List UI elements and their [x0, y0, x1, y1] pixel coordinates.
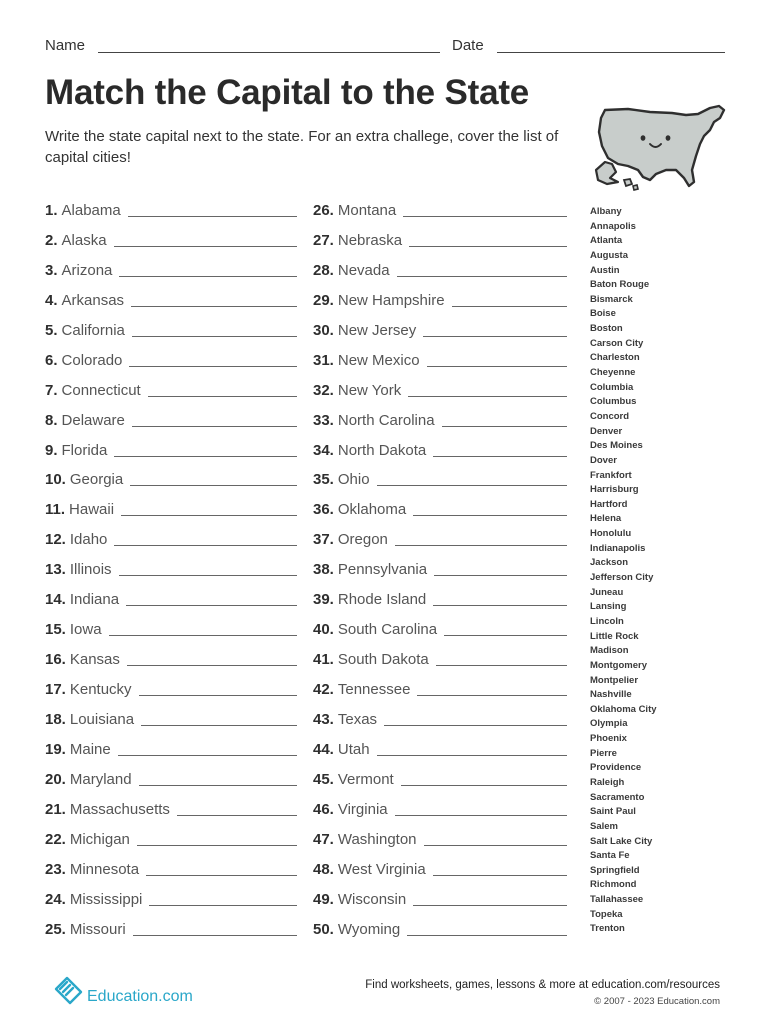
page-title: Match the Capital to the State: [45, 73, 530, 112]
state-number: 11.: [45, 501, 66, 519]
state-row: [313, 889, 567, 919]
header-row: [45, 37, 725, 57]
state-name: Louisiana: [69, 710, 135, 728]
state-number: 31.: [313, 351, 334, 369]
capital-item: Atlanta: [590, 235, 623, 247]
state-name: California: [61, 321, 125, 339]
name-field[interactable]: [98, 52, 440, 53]
state-row: [313, 499, 567, 529]
capital-item: Hartford: [590, 498, 628, 510]
capital-item: Charleston: [590, 352, 640, 364]
name-label: Name: [45, 37, 86, 54]
state-row: [45, 589, 297, 619]
answer-line[interactable]: [146, 861, 297, 876]
answer-line[interactable]: [119, 262, 297, 277]
answer-line[interactable]: [377, 471, 567, 486]
state-number: 43.: [313, 710, 334, 728]
state-row: [313, 320, 567, 350]
state-name: New Hampshire: [337, 291, 445, 309]
state-row: [313, 380, 567, 410]
state-name: Delaware: [61, 411, 125, 429]
capital-item: Saint Paul: [590, 806, 636, 818]
state-number: 27.: [313, 231, 334, 249]
state-number: 19.: [45, 740, 66, 758]
capital-item: Olympia: [590, 718, 628, 730]
instructions: Write the state capital next to the state. For an extra challege, cover the list of capital cities!: [45, 128, 559, 166]
capital-item: Jackson: [590, 557, 629, 569]
answer-line[interactable]: [131, 292, 297, 307]
capital-item: Baton Rouge: [590, 279, 650, 291]
state-name: South Dakota: [337, 651, 429, 669]
state-number: 1.: [45, 202, 58, 219]
capital-item: Springfield: [590, 864, 640, 876]
state-name: Nebraska: [337, 231, 403, 249]
capital-item: Annapolis: [590, 220, 636, 232]
state-row: [313, 829, 567, 859]
answer-line[interactable]: [433, 861, 567, 876]
state-row: [45, 380, 297, 410]
answer-line[interactable]: [433, 442, 567, 457]
education-logo-icon: [50, 972, 86, 1008]
capital-item: Tallahassee: [590, 894, 644, 906]
answer-line[interactable]: [427, 352, 567, 367]
answer-line[interactable]: [395, 531, 567, 546]
usa-map-icon: [588, 100, 730, 194]
state-name: Massachusetts: [69, 800, 170, 818]
capital-item: Trenton: [590, 923, 625, 935]
state-name: Idaho: [69, 531, 108, 549]
state-row: [313, 649, 567, 679]
state-name: Hawaii: [69, 501, 115, 519]
state-row: [45, 859, 297, 889]
state-name: Washington: [337, 830, 417, 848]
capital-item: Helena: [590, 513, 622, 525]
state-number: 35.: [313, 471, 334, 489]
answer-line[interactable]: [114, 442, 297, 457]
education-logo: [50, 972, 210, 1012]
state-row: [45, 230, 297, 260]
state-number: 30.: [313, 321, 334, 339]
state-number: 48.: [313, 860, 334, 878]
answer-line[interactable]: [401, 771, 567, 786]
answer-line[interactable]: [452, 292, 567, 307]
answer-line[interactable]: [444, 621, 567, 636]
state-name: Georgia: [69, 471, 124, 489]
state-name: Missouri: [69, 920, 126, 938]
answer-line[interactable]: [129, 352, 297, 367]
answer-line[interactable]: [127, 651, 297, 666]
state-number: 49.: [313, 890, 334, 908]
state-number: 46.: [313, 800, 334, 818]
state-row: [45, 919, 297, 949]
state-number: 23.: [45, 860, 66, 878]
state-number: 8.: [45, 411, 58, 429]
state-number: 40.: [313, 621, 334, 639]
state-name: Illinois: [69, 561, 112, 579]
state-number: 22.: [45, 830, 66, 848]
state-name: South Carolina: [337, 621, 438, 639]
answer-line[interactable]: [137, 831, 297, 846]
capital-item: Nashville: [590, 689, 632, 701]
capital-item: Denver: [590, 425, 623, 437]
state-row: [313, 859, 567, 889]
capital-item: Raleigh: [590, 776, 625, 788]
state-row: [313, 559, 567, 589]
state-name: Oklahoma: [337, 501, 407, 519]
state-name: West Virginia: [337, 860, 426, 878]
answer-line[interactable]: [397, 262, 567, 277]
answer-line[interactable]: [377, 741, 567, 756]
capitals-list: [590, 205, 710, 937]
state-name: Wisconsin: [337, 890, 407, 908]
capital-item: Salem: [590, 820, 618, 832]
capital-item: Little Rock: [590, 630, 639, 642]
state-row: [45, 499, 297, 529]
answer-line[interactable]: [436, 651, 567, 666]
answer-line[interactable]: [149, 891, 297, 906]
state-name: Maine: [69, 740, 111, 758]
state-row: [45, 739, 297, 769]
state-name: Alabama: [61, 202, 121, 219]
state-number: 16.: [45, 651, 66, 669]
capital-item: Carson City: [590, 337, 644, 349]
answer-line[interactable]: [413, 891, 567, 906]
answer-line[interactable]: [130, 471, 297, 486]
state-number: 3.: [45, 261, 58, 279]
state-name: Indiana: [69, 591, 120, 609]
capital-item: Pierre: [590, 747, 617, 759]
state-number: 41.: [313, 651, 334, 669]
state-number: 20.: [45, 770, 66, 788]
state-name: Kentucky: [69, 681, 132, 698]
answer-line[interactable]: [148, 382, 297, 397]
state-number: 4.: [45, 291, 58, 309]
capital-item: Phoenix: [590, 733, 627, 745]
answer-line[interactable]: [133, 921, 297, 936]
answer-line[interactable]: [109, 621, 297, 636]
state-name: Colorado: [61, 351, 123, 369]
state-number: 33.: [313, 411, 334, 429]
state-row: [45, 559, 297, 589]
state-row: [313, 260, 567, 290]
state-number: 50.: [313, 920, 334, 938]
state-row: [45, 769, 297, 799]
footer-resources-text: Find worksheets, games, lessons & more at education.com/resources: [365, 979, 720, 991]
capital-item: Jefferson City: [590, 572, 654, 584]
state-number: 37.: [313, 531, 334, 549]
state-row: [313, 739, 567, 769]
capital-item: Montgomery: [590, 659, 647, 671]
answer-line[interactable]: [413, 501, 567, 516]
state-name: Tennessee: [337, 681, 411, 698]
capital-item: Augusta: [590, 249, 628, 261]
capital-item: Des Moines: [590, 440, 643, 452]
state-row: [45, 829, 297, 859]
state-number: 6.: [45, 351, 58, 369]
answer-line[interactable]: [118, 741, 297, 756]
state-number: 47.: [313, 830, 334, 848]
state-row: [313, 350, 567, 380]
answer-line[interactable]: [139, 771, 297, 786]
state-name: Connecticut: [61, 381, 141, 399]
state-row: [313, 589, 567, 619]
state-number: 26.: [313, 202, 334, 219]
answer-line[interactable]: [417, 681, 567, 696]
answer-line[interactable]: [384, 711, 567, 726]
state-number: 18.: [45, 710, 66, 728]
state-number: 42.: [313, 681, 334, 698]
state-row: [45, 709, 297, 739]
state-number: 45.: [313, 770, 334, 788]
date-label: Date: [452, 37, 484, 54]
state-name: Mississippi: [69, 890, 143, 908]
state-row: [313, 200, 567, 230]
answer-line[interactable]: [119, 561, 297, 576]
state-row: [313, 410, 567, 440]
state-row: [45, 200, 297, 230]
state-row: [45, 529, 297, 559]
state-number: 5.: [45, 321, 58, 339]
state-number: 15.: [45, 621, 66, 639]
state-number: 13.: [45, 561, 66, 579]
capital-item: Oklahoma City: [590, 703, 657, 715]
state-number: 32.: [313, 381, 334, 399]
state-number: 24.: [45, 890, 66, 908]
answer-line[interactable]: [121, 501, 297, 516]
state-name: New Jersey: [337, 321, 417, 339]
state-name: Maryland: [69, 770, 132, 788]
state-number: 9.: [45, 441, 58, 459]
capital-item: Cheyenne: [590, 367, 636, 379]
state-name: Wyoming: [337, 920, 401, 938]
state-row: [45, 290, 297, 320]
state-number: 10.: [45, 471, 66, 489]
state-name: Nevada: [337, 261, 390, 279]
state-name: Utah: [337, 740, 370, 758]
capital-item: Providence: [590, 762, 642, 774]
capital-item: Boise: [590, 308, 616, 320]
answer-line[interactable]: [177, 801, 297, 816]
state-row: [45, 320, 297, 350]
answer-line[interactable]: [395, 801, 567, 816]
state-row: [45, 440, 297, 470]
capital-item: Indianapolis: [590, 542, 646, 554]
state-name: Rhode Island: [337, 591, 427, 609]
capital-item: Honolulu: [590, 528, 632, 540]
capital-item: Juneau: [590, 586, 624, 598]
answer-line[interactable]: [423, 322, 567, 337]
answer-line[interactable]: [433, 591, 567, 606]
state-row: [45, 679, 297, 709]
capital-item: Bismarck: [590, 293, 633, 305]
state-number: 39.: [313, 591, 334, 609]
capital-item: Austin: [590, 264, 620, 276]
state-number: 17.: [45, 681, 66, 698]
capital-item: Columbus: [590, 396, 637, 408]
answer-line[interactable]: [408, 382, 567, 397]
state-name: New York: [337, 381, 402, 399]
state-row: [45, 260, 297, 290]
state-row: [313, 799, 567, 829]
state-row: [45, 350, 297, 380]
answer-line[interactable]: [442, 412, 567, 427]
state-name: Florida: [61, 441, 108, 459]
state-name: Kansas: [69, 651, 120, 669]
state-row: [313, 679, 567, 709]
state-name: Montana: [337, 202, 397, 219]
answer-line[interactable]: [403, 202, 567, 217]
state-row: [313, 290, 567, 320]
state-name: North Carolina: [337, 411, 435, 429]
state-number: 38.: [313, 561, 334, 579]
answer-line[interactable]: [128, 202, 297, 217]
state-number: 44.: [313, 740, 334, 758]
state-number: 25.: [45, 920, 66, 938]
capital-item: Madison: [590, 645, 629, 657]
answer-line[interactable]: [132, 412, 297, 427]
capital-item: Lincoln: [590, 615, 624, 627]
capital-item: Topeka: [590, 908, 623, 920]
state-row: [313, 769, 567, 799]
state-name: North Dakota: [337, 441, 427, 459]
capital-item: Albany: [590, 206, 622, 217]
state-row: [313, 230, 567, 260]
state-number: 36.: [313, 501, 334, 519]
date-field[interactable]: [497, 52, 725, 53]
state-name: Virginia: [337, 800, 388, 818]
capital-item: Salt Lake City: [590, 835, 653, 847]
state-row: [313, 440, 567, 470]
state-name: Michigan: [69, 830, 130, 848]
answer-line[interactable]: [407, 921, 567, 936]
logo-text: Education.com: [87, 988, 193, 1005]
state-name: New Mexico: [337, 351, 420, 369]
state-row: [45, 469, 297, 499]
capital-item: Columbia: [590, 381, 634, 393]
state-row: [45, 410, 297, 440]
state-number: 7.: [45, 381, 58, 399]
answer-line[interactable]: [114, 232, 297, 247]
state-number: 14.: [45, 591, 66, 609]
state-row: [45, 619, 297, 649]
state-name: Minnesota: [69, 860, 140, 878]
capital-item: Santa Fe: [590, 850, 630, 862]
answer-line[interactable]: [139, 681, 297, 696]
capital-item: Richmond: [590, 879, 637, 891]
capital-item: Lansing: [590, 601, 627, 613]
capital-item: Boston: [590, 323, 623, 335]
capital-item: Concord: [590, 410, 630, 422]
capital-item: Harrisburg: [590, 484, 639, 496]
state-name: Alaska: [61, 231, 107, 249]
state-name: Pennsylvania: [337, 561, 428, 579]
state-name: Iowa: [69, 621, 102, 639]
state-number: 28.: [313, 261, 334, 279]
state-name: Arkansas: [61, 291, 125, 309]
answer-line[interactable]: [132, 322, 297, 337]
state-name: Vermont: [337, 770, 394, 788]
state-row: [45, 889, 297, 919]
state-row: [313, 919, 567, 949]
answer-line[interactable]: [141, 711, 297, 726]
states-list-left: [45, 200, 297, 948]
state-name: Oregon: [337, 531, 388, 549]
state-name: Arizona: [61, 261, 113, 279]
state-number: 29.: [313, 291, 334, 309]
state-number: 34.: [313, 441, 334, 459]
state-name: Texas: [337, 710, 378, 728]
footer-copyright: © 2007 - 2023 Education.com: [594, 996, 720, 1007]
answer-line[interactable]: [434, 561, 567, 576]
capital-item: Dover: [590, 454, 617, 466]
answer-line[interactable]: [114, 531, 297, 546]
state-row: [313, 469, 567, 499]
state-name: Ohio: [337, 471, 370, 489]
state-row: [45, 799, 297, 829]
answer-line[interactable]: [409, 232, 567, 247]
answer-line[interactable]: [126, 591, 297, 606]
capital-item: Montpelier: [590, 674, 639, 686]
state-row: [313, 709, 567, 739]
state-number: 2.: [45, 231, 58, 249]
state-row: [45, 649, 297, 679]
state-number: 21.: [45, 800, 66, 818]
state-row: [313, 619, 567, 649]
state-number: 12.: [45, 531, 66, 549]
capital-item: Sacramento: [590, 791, 645, 803]
states-list-right: [313, 200, 567, 948]
capital-item: Frankfort: [590, 469, 632, 481]
state-row: [313, 529, 567, 559]
answer-line[interactable]: [424, 831, 567, 846]
